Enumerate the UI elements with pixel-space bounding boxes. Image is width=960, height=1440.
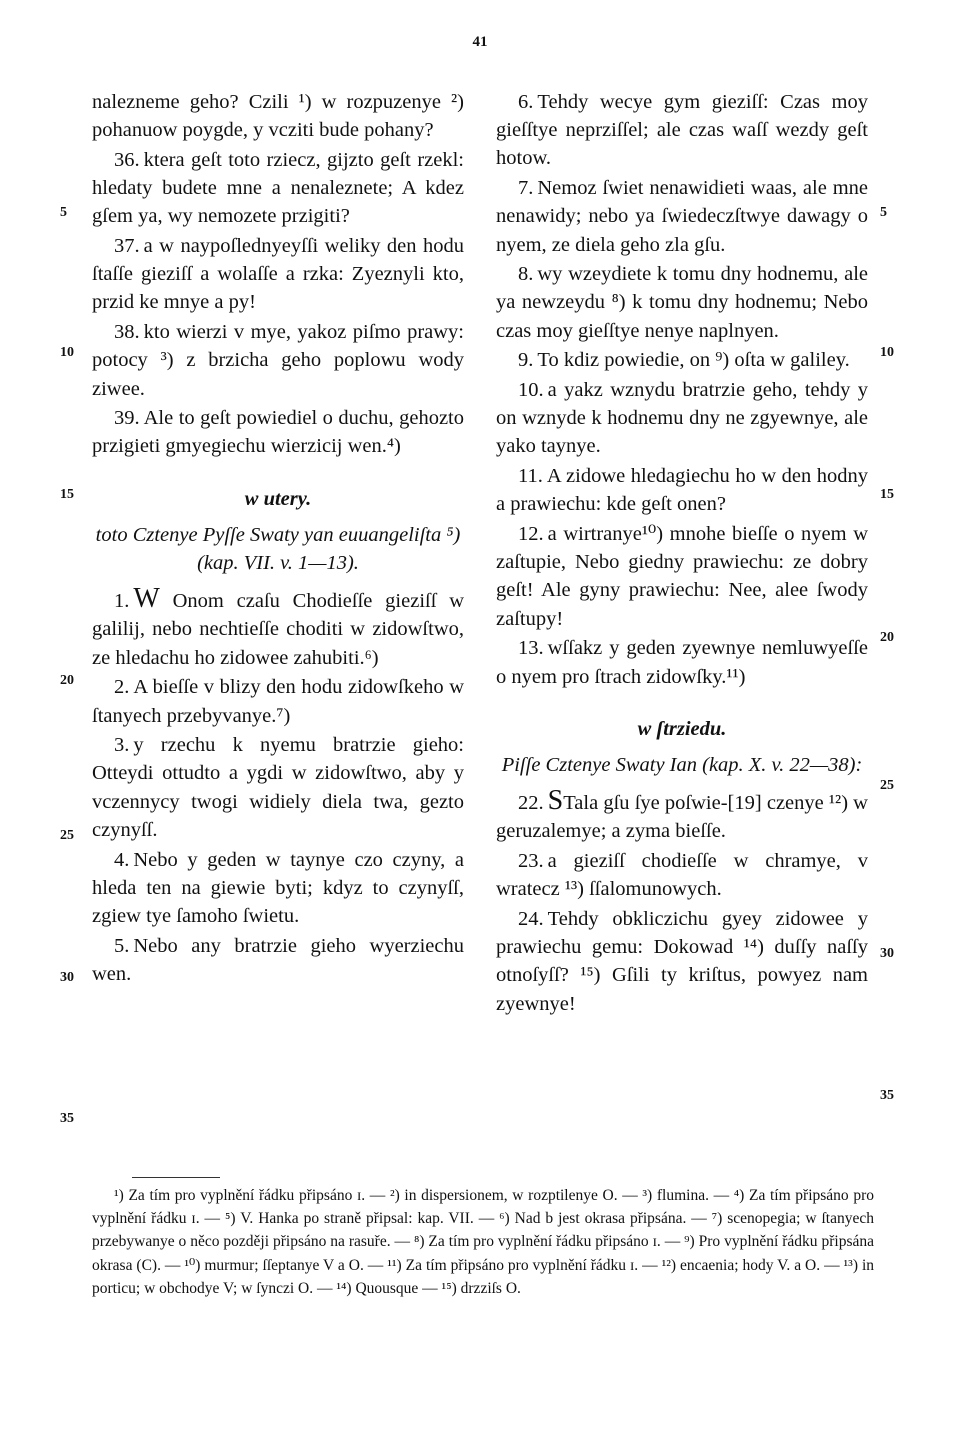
right-column — [496, 88, 868, 1019]
verse — [92, 585, 464, 672]
verse — [496, 847, 868, 903]
section-subheading: Piſſe Cztenye Swaty Ian (kap. X. v. 22—38): — [501, 753, 863, 776]
verse-text: Nemoz ſwiet nenawidieti waas, ale mne nenawidy; nebo ya ſwiedeczſtwye dawagy o nyem, ze diela geho zla gſu. — [496, 177, 868, 256]
verse-number: 24. — [518, 907, 544, 930]
line-number: 30 — [60, 970, 74, 985]
verse-text: Tala gſu ſye poſwie-[19] czenye ¹²) w geruzalemye; a zyma bieſſe. — [496, 792, 868, 843]
verse — [92, 932, 464, 988]
verse-number: 2. — [114, 676, 130, 699]
verse — [92, 673, 464, 729]
verse-number: 11. — [518, 465, 543, 488]
verse-text: Nebo any bratrzie gieho wyerziechu wen. — [92, 934, 464, 985]
verse — [92, 146, 464, 231]
line-number: 5 — [60, 205, 67, 220]
verse-number: 3. — [114, 734, 130, 757]
verse-text: kto wierzi v mye, yakoz piſmo prawy: potocy ³) z brzicha geho poplowu wody ziwee. — [92, 321, 464, 400]
verse-number: 39. — [114, 407, 140, 430]
footnote-divider — [132, 1177, 220, 1178]
verse-text: Nebo y geden w taynye czo czyny, a hleda ten na giewie byti; kdyz to czynyſſ, zgiew tye ſamoho ſwietu. — [92, 848, 464, 927]
verse-text: a gieziſſ chodieſſe w chramye, v wratecz ¹³) ſſalomunowych. — [496, 850, 868, 901]
verse-text: wſſakz y geden zyewnye nemluwyeſſe o nyem pro ſtrach zidowſky.¹¹) — [496, 637, 868, 688]
verse — [496, 376, 868, 461]
verse-number: 38. — [114, 321, 140, 344]
verse — [92, 318, 464, 403]
verse-text: ktera geſt toto rziecz, gijzto geſt rzekl: hledaty budete mne a nenaleznete; A kdez gſem ya, wy nemozete przigiti? — [92, 148, 464, 228]
verse-text: Tehdy obkliczichu gyey zidowee y prawiechu gemu: Dokowad ¹⁴) duſſy naſſy otnoſyſſ? ¹⁵) Gſili ty kriſtus, powyez nam zyewnye! — [496, 907, 868, 1015]
verse-text: Ale to geſt powiediel o duchu, gehozto przigieti gmyegiechu wierzicij wen.⁴) — [92, 407, 464, 458]
verse-text: a wirtranye¹⁰) mnohe bieſſe o nyem w zaſtupie, Nebo giedny prawiechu: ze dobry geſt! Ale gyny prawiechu: Nee, alee ſwody zaſtupy! — [496, 523, 868, 630]
verse-text: wy wzeydiete k tomu dny hodnemu, ale ya newzeydu ⁸) k tomu dny hodnemu; Nebo czas moy gieſſtye nenye naplnyen. — [496, 263, 868, 342]
line-number: 35 — [60, 1111, 74, 1126]
verse-text: y rzechu k nyemu bratrzie gieho: Otteydi ottudto a ygdi w zidowſtwo, aby y vczennycy twogi widiely diela twa, gezto czynyſſ. — [92, 734, 464, 841]
verse-text: A bieſſe v blizy den hodu zidowſkeho w ſtanyech przebyvanye.⁷) — [92, 676, 464, 727]
verse — [496, 346, 868, 374]
section-heading: w utery. — [244, 487, 312, 510]
verse-text: To kdiz powiedie, on ⁹) oſta w galiley. — [537, 349, 850, 372]
verse-number: 10. — [518, 379, 544, 402]
verse-number: 4. — [114, 848, 130, 871]
section-subheading: toto Cztenye Pyſſe Swaty yan euuangeliſta ⁵) (kap. VII. v. 1—13). — [95, 523, 461, 575]
drop-cap: W — [133, 583, 160, 615]
footnote-text: ¹) Za tím pro vyplnění řádku připsáno ɪ. — ²) in dispersionem, w rozptilenye O. — ³) flumina. — ⁴) Za tím připsáno pro vyplnění řádku ɪ. — ⁵) V. Hanka po straně připsal: kap. VII. — ⁶) Nad b jest okrasa připsána. — ⁷) scenopegia; w ſtanyech przebywanye o něco později připsáno na rasuře. — ⁸) Za tím pro vyplnění řádku připsáno ɪ. — ⁹) Pro vyplnění řádku připsána okrasa (C). — ¹⁰) murmur; ſſeptanye V a O. — ¹¹) Za tím připsáno pro vyplnění řádku ɪ. — ¹²) encaenia; hody V. a O. — ¹³) in porticu; w obchodye V; w ſynczi O. — ¹⁴) Quousque — ¹⁵) drzziſs O. — [92, 1187, 874, 1297]
verse-number: 8. — [518, 263, 534, 286]
drop-cap: S — [547, 785, 564, 817]
verse — [92, 404, 464, 460]
verse — [92, 731, 464, 844]
verse-number: 5. — [114, 934, 130, 957]
verse — [92, 846, 464, 931]
left-column — [92, 88, 464, 990]
verse-number: 23. — [518, 850, 544, 873]
line-number: 10 — [60, 345, 74, 360]
line-number: 15 — [880, 487, 894, 502]
verse — [496, 905, 868, 1018]
verse — [496, 88, 868, 173]
verse — [92, 232, 464, 317]
verse — [496, 520, 868, 633]
verse-text: Tehdy wecye gym gieziſſ: Czas moy gieſſtye neprziſſel; ale czas waſſ wezdy geſt hotow. — [496, 91, 868, 170]
line-number: 25 — [60, 828, 74, 843]
verse-number: 1. — [114, 590, 130, 613]
verse — [496, 787, 868, 845]
line-number: 30 — [880, 946, 894, 961]
line-number: 20 — [880, 630, 894, 645]
verse — [496, 260, 868, 345]
verse-text: a yakz wznydu bratrzie geho, tehdy y on wznyde k hodnemu dny ne zgyewnye, ale yako taynye. — [496, 379, 868, 458]
verse-number: 9. — [518, 349, 534, 372]
verse-number: 6. — [518, 91, 534, 113]
verse-number: 37. — [114, 235, 140, 258]
line-number: 5 — [880, 205, 887, 220]
line-number: 10 — [880, 345, 894, 360]
verse-number: 12. — [518, 523, 544, 546]
line-number: 35 — [880, 1088, 894, 1103]
line-number: 20 — [60, 673, 74, 688]
verse-number: 22. — [518, 792, 544, 815]
verse — [496, 174, 868, 259]
verse-text: a w naypoſlednyeyſſi weliky den hodu ſtaſſe gieziſſ a wolaſſe a rzka: Zyeznyli kto, przid ke mnye a py! — [92, 235, 464, 314]
paragraph: nalezneme geho? Czili ¹) w rozpuzenye ²) pohanuow poygde, y vcziti bude pohany? — [92, 91, 464, 142]
verse-text: A zidowe hledagiechu ho w den hodny a prawiechu: kde geſt onen? — [496, 465, 868, 516]
verse — [496, 462, 868, 518]
verse-number: 7. — [518, 177, 534, 200]
verse-text: Onom czaſu Chodieſſe gieziſſ w galilij, nebo nechtieſſe choditi w zidowſtwo, ze hledachu ho zidowee zahubiti.⁶) — [92, 590, 465, 669]
verse — [496, 634, 868, 690]
line-number: 15 — [60, 487, 74, 502]
footnotes — [92, 1184, 874, 1300]
line-number: 25 — [880, 778, 894, 793]
verse-number: 13. — [518, 637, 544, 660]
section-heading: w ſtrziedu. — [637, 717, 727, 740]
verse-number: 36. — [114, 148, 140, 171]
page-number: 41 — [472, 34, 488, 50]
